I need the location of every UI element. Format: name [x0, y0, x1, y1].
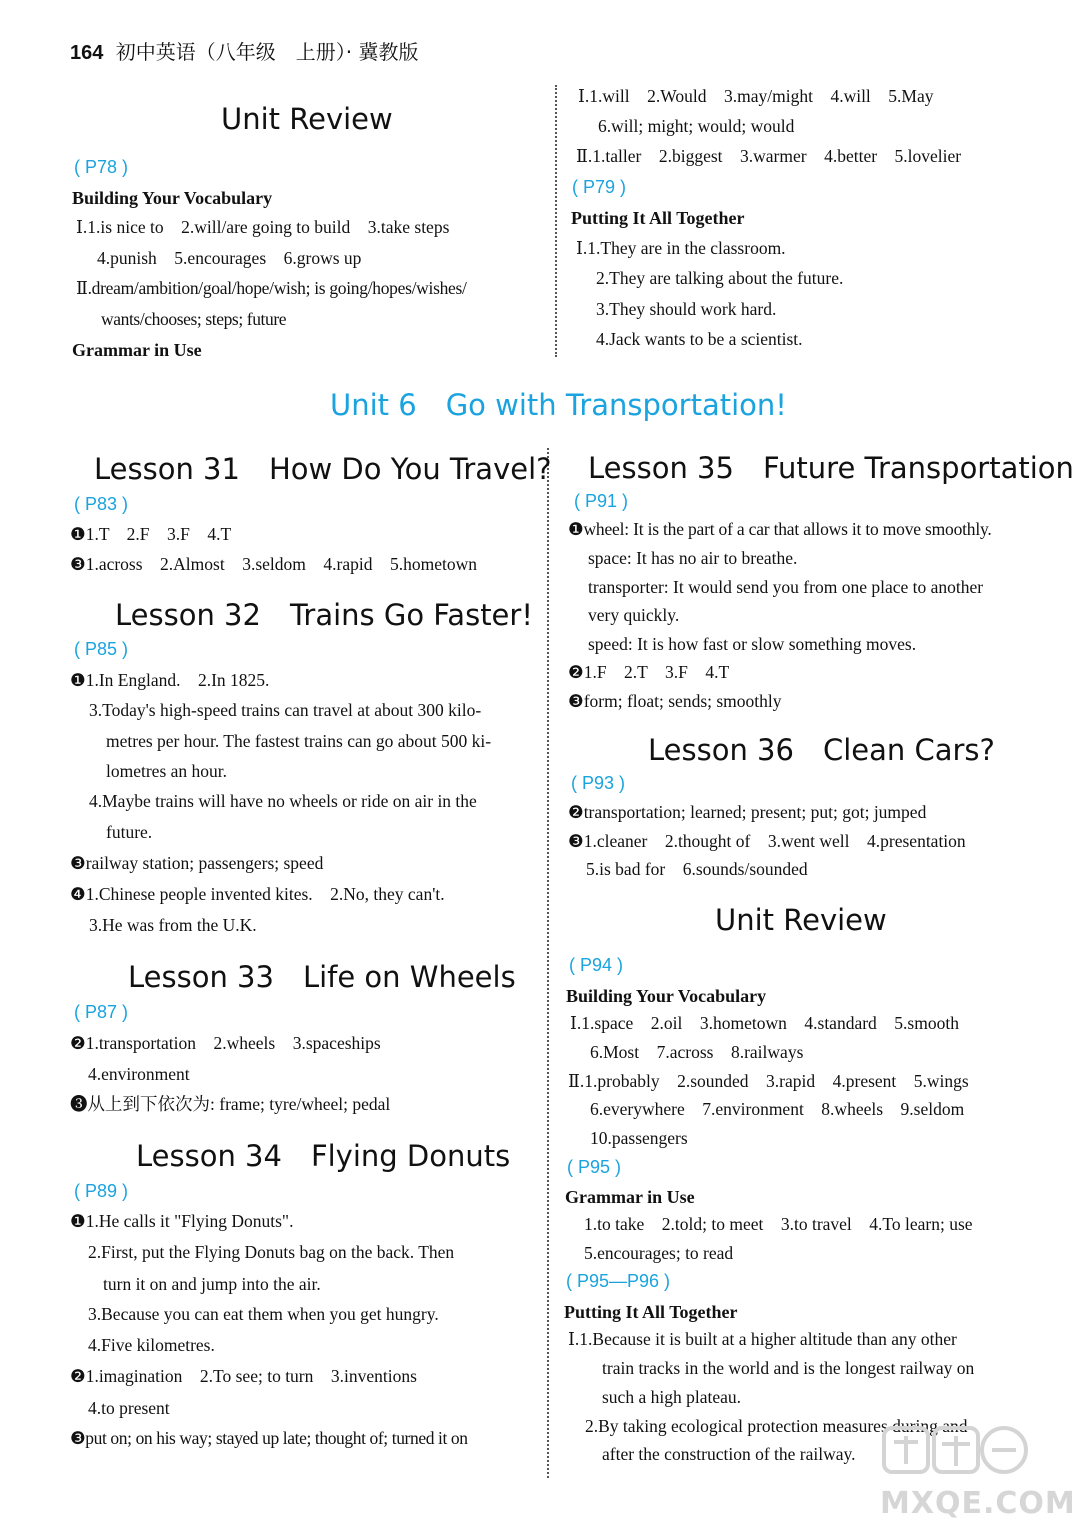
putting-together-heading-2: Putting It All Together — [564, 1302, 738, 1322]
answer-line: ❷1.imagination 2.To see; to turn 3.inventions — [70, 1366, 417, 1386]
lesson-34-title: Lesson 34 Flying Donuts — [136, 1139, 511, 1173]
answer-line: 4.environment — [88, 1064, 190, 1084]
answer-line: turn it on and jump into the air. — [103, 1274, 321, 1294]
answer-line: ❷1.F 2.T 3.F 4.T — [568, 662, 730, 682]
answer-line: metres per hour. The fastest trains can go about 500 ki- — [106, 731, 492, 751]
answer-line: ❸1.across 2.Almost 3.seldom 4.rapid 5.hometown — [70, 554, 477, 574]
answer-line: space: It has no air to breathe. — [588, 548, 798, 568]
page-ref-p94: ( P94 ) — [569, 955, 624, 975]
answer-line: Ⅰ.1.They are in the classroom. — [576, 238, 786, 258]
answer-line: Ⅰ.1.Because it is built at a higher altitude than any other — [568, 1329, 957, 1349]
answer-line: ❸form; float; sends; smoothly — [568, 691, 782, 711]
lesson-36-title: Lesson 36 Clean Cars? — [648, 733, 995, 767]
answer-line: ❶1.He calls it "Flying Donuts". — [70, 1211, 294, 1231]
answer-line: transporter: It would send you from one place to another — [588, 577, 984, 597]
grammar-in-use-heading-1: Grammar in Use — [72, 340, 202, 360]
answer-line: future. — [106, 822, 153, 842]
answer-line: after the construction of the railway. — [602, 1444, 856, 1464]
answer-line: ❷1.transportation 2.wheels 3.spaceships — [70, 1033, 381, 1053]
page-ref-p78: ( P78 ) — [74, 157, 129, 177]
answer-line: 10.passengers — [590, 1128, 688, 1148]
grammar-in-use-heading-2: Grammar in Use — [565, 1187, 695, 1207]
lesson-33-title: Lesson 33 Life on Wheels — [128, 960, 516, 994]
answer-line: ❷transportation; learned; present; put; got; jumped — [568, 802, 927, 822]
answer-line: ❶1.T 2.F 3.F 4.T — [70, 524, 232, 544]
watermark — [880, 1420, 1076, 1530]
answer-line: ❸1.cleaner 2.thought of 3.went well 4.presentation — [568, 831, 966, 851]
answer-line: ❶1.In England. 2.In 1825. — [70, 670, 270, 690]
page-ref-p95: ( P95 ) — [567, 1157, 622, 1177]
answer-line: 4.Five kilometres. — [88, 1335, 215, 1355]
unit-6-title: Unit 6 Go with Transportation! — [330, 388, 787, 422]
page-ref-p87: ( P87 ) — [74, 1002, 129, 1022]
watermark-logo-icon — [880, 1420, 1030, 1482]
answer-line: 5.is bad for 6.sounds/sounded — [586, 859, 808, 879]
answer-line: 3.He was from the U.K. — [89, 915, 257, 935]
answer-line: ❶wheel: It is the part of a car that allows it to move smoothly. — [568, 519, 992, 539]
lesson-31-title: Lesson 31 How Do You Travel? — [94, 452, 552, 486]
book-title: 初中英语（八年级 上册）· 冀教版 — [115, 40, 419, 64]
column-divider-main — [547, 448, 549, 1478]
answer-line: 6.Most 7.across 8.railways — [590, 1042, 804, 1062]
answer-line: 2.They are talking about the future. — [596, 268, 844, 288]
answer-line: 6.will; might; would; would — [598, 116, 795, 136]
building-vocabulary-heading-1: Building Your Vocabulary — [72, 188, 273, 208]
page-ref-p95-p96: ( P95—P96 ) — [566, 1271, 671, 1291]
page-ref-p91: ( P91 ) — [574, 491, 629, 511]
answer-line: speed: It is how fast or slow something moves. — [588, 634, 917, 654]
answer-line: train tracks in the world and is the longest railway on — [602, 1358, 975, 1378]
answer-line: Ⅱ.1.taller 2.biggest 3.warmer 4.better 5.lovelier — [576, 146, 962, 166]
answer-line: Ⅰ.1.will 2.Would 3.may/might 4.will 5.May — [578, 86, 934, 106]
answer-line: ❸railway station; passengers; speed — [70, 853, 324, 873]
answer-line: 5.encourages; to read — [584, 1243, 734, 1263]
putting-together-heading-1: Putting It All Together — [571, 208, 745, 228]
building-vocabulary-heading-2: Building Your Vocabulary — [566, 986, 767, 1006]
answer-line: 4.Jack wants to be a scientist. — [596, 329, 803, 349]
answer-line: 4.Maybe trains will have no wheels or ride on air in the — [89, 791, 477, 811]
page-ref-p83: ( P83 ) — [74, 494, 129, 514]
page-header — [70, 36, 418, 65]
answer-line: such a high plateau. — [602, 1387, 741, 1407]
page-ref-p89: ( P89 ) — [74, 1181, 129, 1201]
page-number: 164 — [70, 42, 104, 64]
answer-line: 3.Because you can eat them when you get hungry. — [88, 1304, 439, 1324]
unit-review-title-1: Unit Review — [221, 102, 393, 136]
answer-line: lometres an hour. — [106, 761, 228, 781]
answer-line: Ⅱ.dream/ambition/goal/hope/wish; is going/hopes/wishes/ — [76, 278, 467, 298]
answer-line: 2.By taking ecological protection measures during and — [585, 1416, 968, 1436]
answer-line: ❸从上到下依次为: frame; tyre/wheel; pedal — [70, 1094, 391, 1114]
page-ref-p93: ( P93 ) — [571, 773, 626, 793]
answer-line: 1.to take 2.told; to meet 3.to travel 4.To learn; use — [584, 1214, 973, 1234]
answer-line: very quickly. — [588, 605, 680, 625]
lesson-35-title: Lesson 35 Future Transportation — [588, 451, 1074, 485]
answer-line: ❹1.Chinese people invented kites. 2.No, they can't. — [70, 884, 445, 904]
answer-line: wants/chooses; steps; future — [101, 309, 287, 329]
answer-line: 6.everywhere 7.environment 8.wheels 9.seldom — [590, 1099, 965, 1119]
answer-line: Ⅱ.1.probably 2.sounded 3.rapid 4.present 5.wings — [568, 1071, 969, 1091]
answer-line: 3.Today's high-speed trains can travel at about 300 kilo- — [89, 700, 482, 720]
unit-review-title-2: Unit Review — [715, 903, 887, 937]
answer-line: 4.to present — [88, 1398, 170, 1418]
answer-line: 4.punish 5.encourages 6.grows up — [97, 248, 362, 268]
page-ref-p79: ( P79 ) — [572, 177, 627, 197]
answer-line: 3.They should work hard. — [596, 299, 777, 319]
page-ref-p85: ( P85 ) — [74, 639, 129, 659]
answer-line: ❸put on; on his way; stayed up late; thought of; turned it on — [70, 1428, 468, 1448]
answer-line: Ⅰ.1.is nice to 2.will/are going to build 3.take steps — [76, 217, 450, 237]
watermark-text: MXQE.COM — [880, 1486, 1076, 1521]
answer-line: Ⅰ.1.space 2.oil 3.hometown 4.standard 5.smooth — [570, 1013, 959, 1033]
answer-line: 2.First, put the Flying Donuts bag on the back. Then — [88, 1242, 455, 1262]
column-divider-top — [555, 85, 557, 357]
lesson-32-title: Lesson 32 Trains Go Faster! — [115, 598, 533, 632]
